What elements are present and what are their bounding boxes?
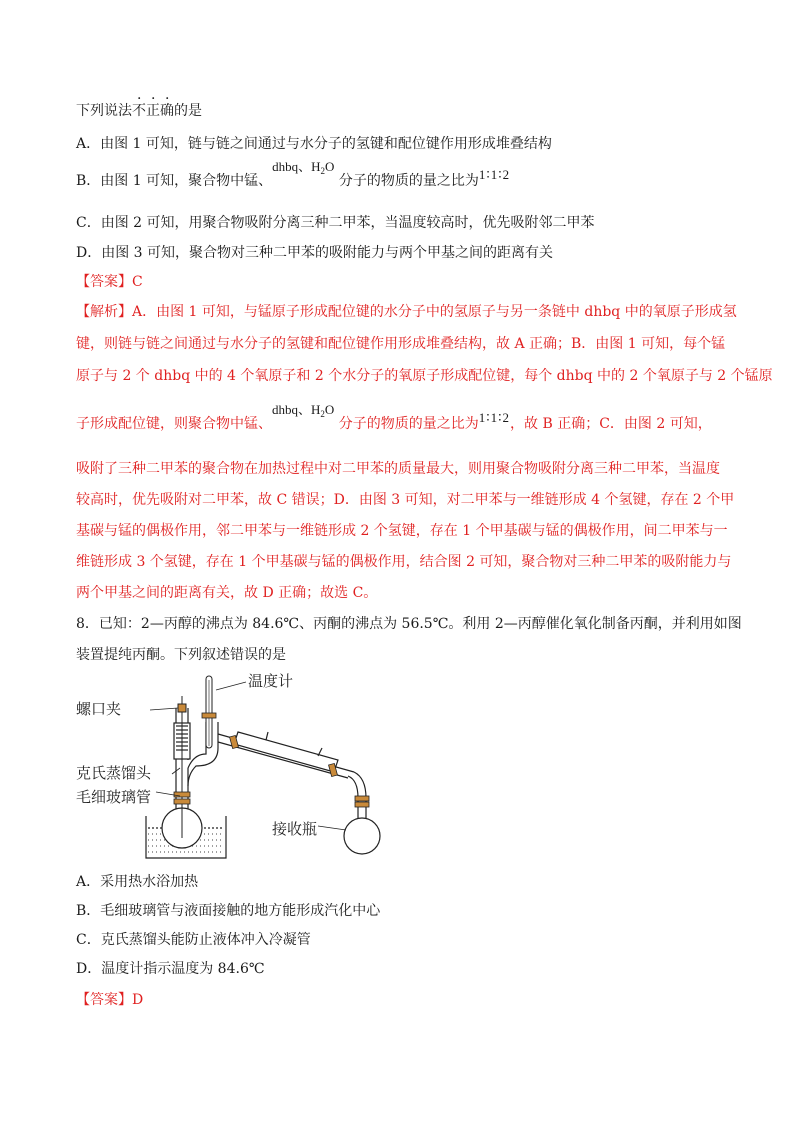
joint-clips [174, 713, 369, 807]
q8-option-d: D．温度计指示温度为 84.6℃ [76, 961, 265, 977]
q7-option-c: C．由图 2 可知，用聚合物吸附分离三种二甲苯，当温度较高时，优先吸附邻二甲苯 [76, 215, 595, 231]
formula-dhbq-h2o: dhbq、$H_2O$ [272, 402, 335, 419]
q8-option-b: B．毛细玻璃管与液面接触的地方能形成汽化中心 [76, 903, 381, 919]
emphasis-char: 确 [160, 103, 174, 119]
q7-answer: 【答案】C [76, 274, 143, 290]
q7-analysis-line9: 两个甲基之间的距离有关，故 D 正确；故选 C。 [76, 585, 378, 601]
q7-option-a: A．由图 1 可知，链与链之间通过与水分子的氢键和配位键作用形成堆叠结构 [76, 136, 552, 152]
receiving-flask [344, 818, 380, 854]
q7-analysis-line8: 维链形成 3 个氢键，存在 1 个甲基碳与锰的偶极作用，结合图 2 可知，聚合物对三种二甲苯的吸附能力与 [76, 554, 732, 570]
q7-analysis-line7: 基碳与锰的偶极作用，邻二甲苯与一维链形成 2 个氢键，存在 1 个甲基碳与锰的偶极作用，间二甲苯与一 [76, 523, 728, 539]
thermometer [206, 676, 212, 748]
q8-option-c: C．克氏蒸馏头能防止液体冲入冷凝管 [76, 932, 311, 948]
label-capillary: 毛细玻璃管 [76, 788, 152, 806]
q7-option-d: D．由图 3 可知，聚合物对三种二甲苯的吸附能力与两个甲基之间的距离有关 [76, 245, 554, 261]
label-thermometer: 温度计 [248, 672, 294, 690]
distillation-apparatus-figure [76, 668, 396, 868]
q7-analysis-line2: 键，则链与链之间通过与水分子的氢键和配位键作用形成堆叠结构，故 A 正确；B．由图 1 可知，每个锰 [76, 336, 726, 352]
q7-option-b: B．由图 1 可知，聚合物中锰、dhbq、$H_2O$ 分子的物质的量之比为1∶1∶2 [76, 159, 511, 189]
label-receiver: 接收瓶 [272, 820, 318, 838]
emphasis-char: 正 [146, 103, 160, 119]
ratio: 1∶1∶2 [478, 167, 511, 182]
q7-analysis-line1: 【解析】A．由图 1 可知，与锰原子形成配位键的水分子中的氢原子与另一条链中 dhbq 中的氧原子形成氢 [76, 304, 737, 320]
q8-stem-line1: 8．已知：2—丙醇的沸点为 84.6℃、丙酮的沸点为 56.5℃。利用 2—丙醇催化氧化制备丙酮，并利用如图 [76, 616, 742, 632]
q7-analysis-line6: 较高时，优先吸附对二甲苯，故 C 错误；D．由图 3 可知，对二甲苯与一维链形成 4 个氢键，存在 2 个甲 [76, 492, 735, 508]
q7-stem: 下列说法不正确的是 [76, 103, 202, 119]
emphasis-char: 不 [132, 103, 146, 119]
formula-dhbq-h2o: dhbq、$H_2O$ [272, 159, 335, 176]
label-claisen-head: 克氏蒸馏头 [76, 764, 152, 782]
label-screw-clamp: 螺口夹 [76, 700, 122, 718]
screw-clamp [178, 696, 186, 712]
q8-option-a: A．采用热水浴加热 [76, 874, 199, 890]
q8-stem-line2: 装置提纯丙酮。下列叙述错误的是 [76, 647, 286, 663]
q7-analysis-line4: 子形成配位键，则聚合物中锰、dhbq、$H_2O$ 分子的物质的量之比为1∶1∶2，故 B 正确；C．由图 2 可知， [76, 402, 712, 432]
q7-analysis-line3: 原子与 2 个 dhbq 中的 4 个氧原子和 2 个水分子的氧原子形成配位键，每个 dhbq 中的 2 个氧原子与 2 个锰原 [76, 368, 773, 384]
ratio: 1∶1∶2 [478, 410, 511, 425]
q8-answer: 【答案】D [76, 992, 144, 1008]
condenser [218, 732, 366, 818]
q7-analysis-line5: 吸附了三种二甲苯的聚合物在加热过程中对二甲苯的质量最大，则用聚合物吸附分离三种二甲苯，当温度 [76, 461, 720, 477]
